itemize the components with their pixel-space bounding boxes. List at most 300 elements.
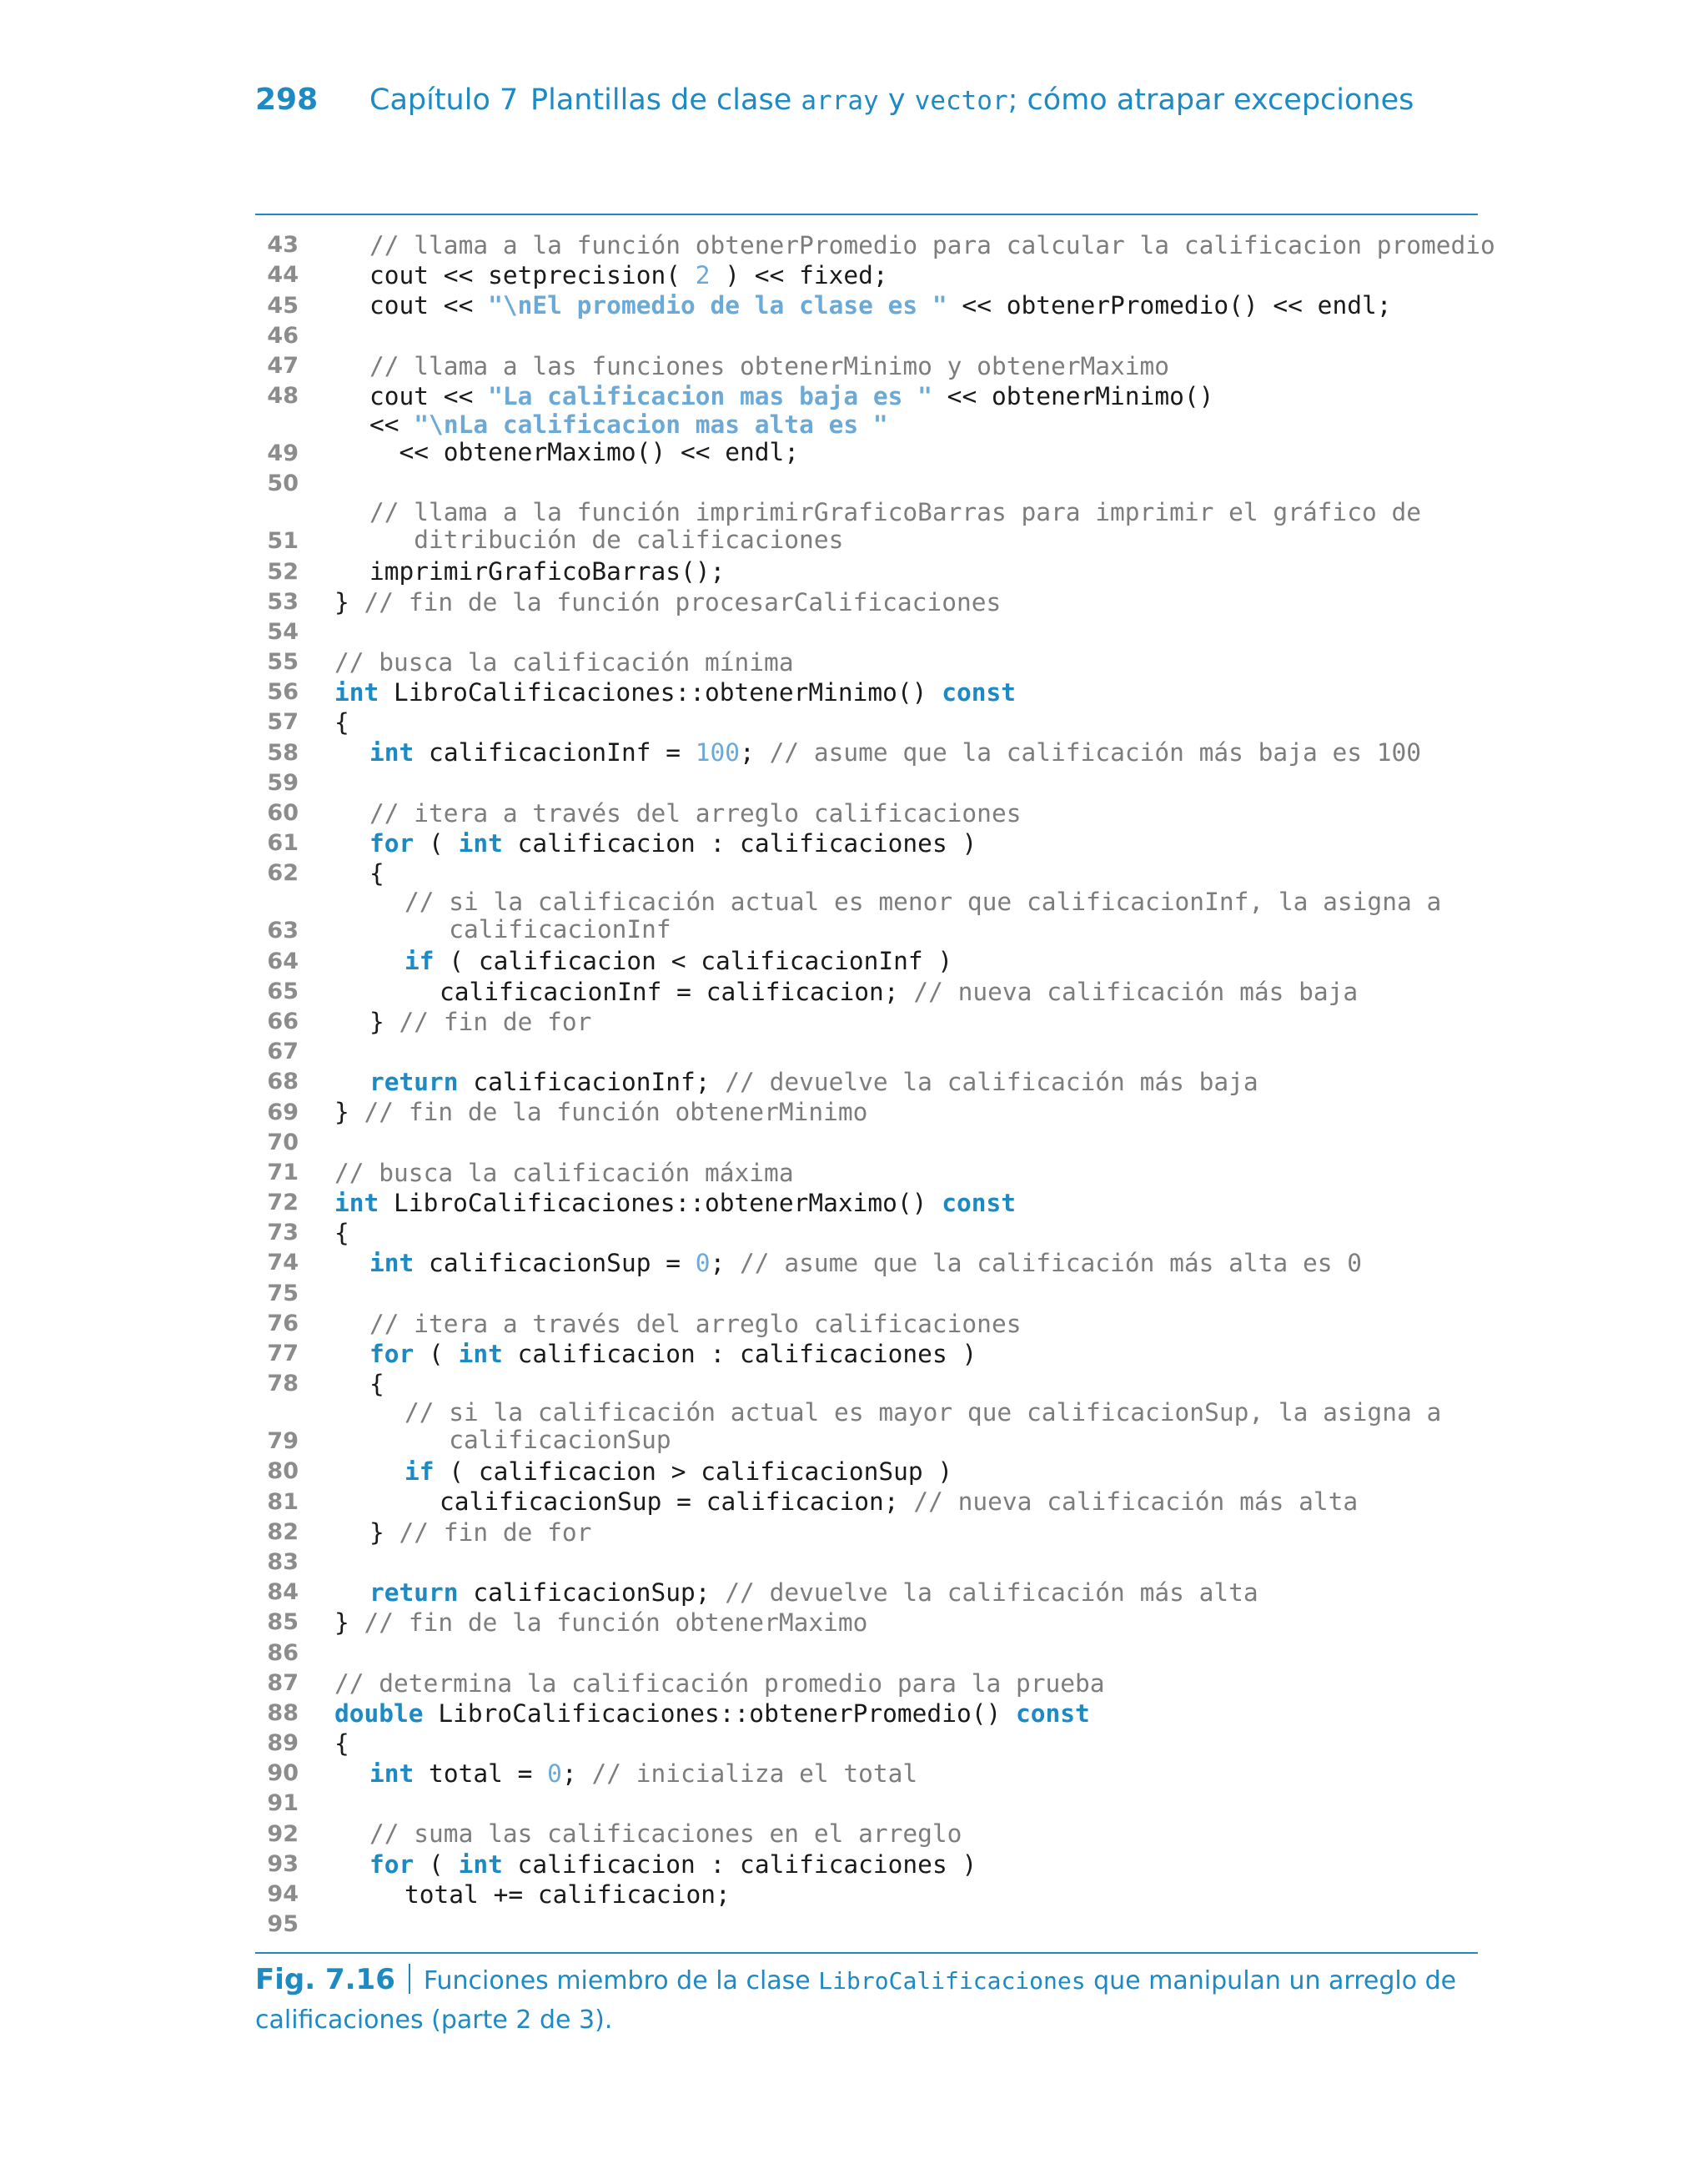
line-number: 71 [267,1159,299,1185]
code-line [255,1638,1478,1668]
code-text-line [334,1729,349,1759]
line-number: 74 [267,1250,299,1276]
line-number: 94 [267,1881,299,1907]
code-token-plain: } [334,1098,364,1127]
code-text-line [369,1759,917,1789]
code-token-comment: // llama a la función obtenerPromedio para calcular la calificacion promedio [369,231,1495,259]
code-text [334,707,349,737]
code-text-line [334,1668,1105,1698]
code-token-plain: { [334,708,349,737]
code-line [255,858,1478,888]
line-number: 91 [267,1790,299,1817]
code-line [255,1789,1478,1819]
code-token-comment: // fin de la función obtenerMinimo [364,1098,868,1127]
code-text [404,946,952,976]
code-token-plain: { [369,859,384,888]
code-line [255,1547,1478,1578]
code-listing [255,230,1495,1940]
code-token-plain: LibroCalificaciones::obtenerPromedio() [423,1698,1016,1728]
code-line [255,1578,1478,1608]
code-text [369,230,1495,260]
code-token-comment: // llama a la función imprimirGraficoBarras para imprimir el gráfico de [369,498,1421,527]
line-number: 87 [267,1669,299,1696]
code-token-plain: } [369,1007,399,1036]
code-token-comment: // si la calificación actual es mayor que calificacionSup, la asigna a [404,1398,1442,1427]
code-text [334,1097,867,1127]
line-number: 58 [267,739,299,766]
code-text-line [369,1819,962,1849]
code-text [404,1399,1441,1454]
code-token-kw: int [458,829,503,858]
code-line [255,1007,1478,1037]
code-text [369,499,1421,554]
code-text-line [334,1608,867,1638]
code-line [255,677,1478,707]
code-text [334,1608,867,1638]
code-text-line [369,798,1021,828]
code-text-line [334,707,349,737]
code-token-str: "\nEl promedio de la clase es " [488,291,947,320]
code-text [369,1309,1021,1339]
line-number: 48 [267,383,299,410]
line-number: 64 [267,948,299,974]
code-line [255,260,1478,290]
listing-top-rule [255,214,1478,215]
code-token-plain: << obtenerMaximo() << endl; [369,438,800,467]
code-token-kw: return [369,1068,459,1097]
code-token-kw: int [369,1759,414,1789]
line-number: 68 [267,1069,299,1095]
line-number: 59 [267,769,299,796]
code-token-kw: const [942,678,1017,707]
code-token-comment: calificacionSup [404,1426,671,1455]
code-token-kw: const [1016,1698,1090,1728]
code-text [334,1668,1105,1698]
code-line [255,230,1495,260]
code-token-str: "La calificacion mas baja es " [488,381,932,410]
code-token-plain: ; [561,1759,592,1789]
code-text [369,858,384,888]
line-number: 76 [267,1310,299,1336]
code-token-comment: // devuelve la calificación más alta [725,1578,1258,1607]
listing-bottom-rule [255,1952,1478,1954]
code-line [255,1849,1478,1880]
code-line [255,1399,1478,1457]
line-number: 66 [267,1008,299,1034]
code-line [255,1248,1478,1278]
code-text [369,260,888,290]
line-number: 45 [267,292,299,319]
code-text [334,1218,349,1248]
code-line [255,617,1478,647]
code-text [369,798,1021,828]
code-text-line [404,1399,1441,1427]
code-token-comment: ditribución de calificaciones [369,526,844,555]
code-line [255,1158,1478,1188]
code-text-line [369,499,1421,526]
chapter-title-text-1: Plantillas de clase [530,83,801,117]
code-text-line [369,411,888,439]
code-line [255,1067,1478,1097]
code-text-continuation [404,916,1441,944]
code-line [255,1698,1478,1729]
chapter-title-text-2: y [878,83,915,117]
line-number: 93 [267,1850,299,1877]
code-token-kw: for [369,1849,414,1879]
line-number: 52 [267,558,299,585]
code-token-plain: ( calificacion > calificacionSup ) [434,1457,953,1487]
code-text [369,1819,962,1849]
line-number: 65 [267,978,299,1004]
line-number: 70 [267,1129,299,1155]
code-line [255,499,1478,556]
code-text-line [404,888,1441,916]
code-token-kw: int [458,1849,503,1879]
code-token-plain: ( [414,829,459,858]
code-text-line [334,1218,349,1248]
code-token-kw: for [369,829,414,858]
code-token-plain: { [334,1729,349,1758]
code-token-plain: total = [414,1759,548,1789]
code-line [255,1759,1478,1789]
code-text-line [369,1007,591,1037]
code-line [255,828,1478,858]
code-token-comment: // devuelve la calificación más baja [725,1068,1258,1097]
code-line [255,1910,1478,1940]
code-line [255,768,1478,798]
code-token-plain: } [334,587,364,616]
line-number: 95 [267,1911,299,1938]
line-number: 85 [267,1609,299,1636]
line-number: 69 [267,1099,299,1125]
code-token-plain: } [334,1608,364,1638]
line-number: 81 [267,1488,299,1515]
code-token-comment: // fin de for [399,1007,592,1036]
code-token-comment: // llama a las funciones obtenerMinimo y obtenerMaximo [369,351,1170,380]
code-token-plain: << obtenerMinimo() [932,381,1214,410]
code-text [369,1849,977,1880]
code-text-continuation [369,526,1421,554]
code-text-line [369,1248,1362,1278]
caption-text-after: que manipulan un arreglo de calificaciones (parte 2 de 3). [255,1966,1457,2035]
code-token-plain: ( [414,1339,459,1368]
code-token-plain: << [369,410,414,440]
line-number: 88 [267,1699,299,1726]
code-text-line [334,647,794,677]
code-text-line [369,1067,1258,1097]
code-token-str: "\nLa calificacion mas alta es " [414,410,888,440]
line-number: 89 [267,1730,299,1757]
code-text [369,1248,1362,1278]
code-line [255,1668,1478,1698]
code-token-comment: // si la calificación actual es menor que calificacionInf, la asigna a [404,888,1442,917]
code-text [369,1067,1258,1097]
code-text-line [369,828,977,858]
code-token-comment: calificacionInf [404,915,671,944]
code-token-kw: for [369,1339,414,1368]
code-token-comment: // suma las calificaciones en el arreglo [369,1819,962,1849]
code-line [255,707,1478,737]
code-text-line [334,587,1001,617]
line-number: 62 [267,860,299,887]
line-number: 46 [267,322,299,349]
line-number: 77 [267,1341,299,1366]
code-token-plain: calificacion : calificaciones ) [502,829,977,858]
code-token-plain: cout << setprecision( [369,261,696,290]
code-line [255,1880,1478,1910]
code-token-comment: // itera a través del arreglo calificaciones [369,798,1022,828]
code-token-num: 100 [695,738,741,767]
code-text [369,1369,384,1399]
code-token-comment: // inicializa el total [591,1759,918,1789]
code-text-line [334,1097,867,1127]
line-number: 54 [267,618,299,645]
code-token-plain: calificacionSup = calificacion; [440,1487,914,1517]
figure-label: Fig. 7.16 [255,1963,395,1996]
code-text-line [440,977,1358,1007]
code-text-line [404,1457,952,1487]
line-number: 56 [267,679,299,706]
code-text-line [369,1517,591,1547]
code-token-kw: int [369,1249,414,1278]
code-text-line [334,1698,1090,1729]
code-text-continuation [404,1427,1441,1454]
code-text-line [404,946,952,976]
line-number: 51 [267,528,299,555]
code-token-kw: int [369,738,414,767]
code-text [369,1007,591,1037]
code-line [255,290,1478,320]
code-token-plain: calificacion : calificaciones ) [502,1339,977,1368]
chapter-title-code-array: array [801,86,879,116]
code-text [334,677,1016,707]
code-token-plain: calificacionSup; [458,1578,726,1607]
code-token-plain: imprimirGraficoBarras(); [369,557,726,586]
code-token-plain: ( calificacion < calificacionInf ) [434,947,953,976]
code-token-comment: // determina la calificación promedio para la prueba [334,1668,1105,1698]
caption-class-name: LibroCalificaciones [818,1967,1086,1995]
code-token-plain: << obtenerPromedio() << endl; [947,291,1392,320]
code-line [255,1218,1478,1248]
code-text [334,1158,794,1188]
line-number: 78 [267,1371,299,1397]
code-line [255,351,1478,381]
code-token-plain: calificacionInf; [458,1068,726,1097]
chapter-title [530,80,1414,121]
figure-caption [255,1960,1478,2040]
code-line [255,737,1478,767]
code-text-continuation [369,439,888,466]
code-token-plain: { [334,1219,349,1248]
code-token-plain: calificacionInf = [414,738,696,767]
code-token-num: 0 [695,1249,711,1278]
code-text-line [369,260,888,290]
code-token-comment: // fin de for [399,1517,592,1547]
code-token-kw: int [458,1339,503,1368]
line-number: 72 [267,1190,299,1216]
code-line [255,1278,1478,1308]
code-token-num: 0 [547,1759,562,1789]
code-text [369,411,888,466]
code-line [255,977,1478,1007]
code-token-num: 2 [695,261,711,290]
line-number: 47 [267,352,299,379]
code-text [369,381,1213,411]
code-token-plain: calificacionSup = [414,1249,696,1278]
code-text [404,1880,731,1910]
line-number: 55 [267,649,299,676]
code-line [255,888,1478,946]
code-token-kw: int [334,1188,379,1217]
code-text-line [369,290,1392,320]
code-text [369,1517,591,1547]
line-number: 67 [267,1039,299,1065]
code-text-line [334,1188,1016,1218]
code-token-plain: calificacion : calificaciones ) [502,1849,977,1879]
code-token-comment: // busca la calificación máxima [334,1158,794,1187]
code-text [334,1188,1016,1218]
code-token-kw: const [942,1188,1017,1217]
code-text-line [369,1369,384,1399]
code-token-comment: // itera a través del arreglo calificaciones [369,1309,1022,1338]
line-number: 75 [267,1280,299,1306]
code-line [255,469,1478,499]
line-number: 73 [267,1220,299,1246]
code-line [255,1729,1478,1759]
code-line [255,1487,1478,1517]
code-token-plain: total += calificacion; [404,1880,731,1909]
code-token-comment: // fin de la función obtenerMaximo [364,1608,868,1638]
line-number: 43 [267,232,299,259]
code-token-comment: // nueva calificación más baja [913,977,1359,1006]
code-token-plain: calificacionInf = calificacion; [440,977,914,1006]
code-token-plain: cout << [369,381,489,410]
code-line [255,587,1478,617]
code-text [334,587,1001,617]
code-line [255,411,1478,469]
code-token-kw: double [334,1698,424,1728]
code-token-kw: return [369,1578,459,1607]
code-text-line [369,858,384,888]
code-token-comment: // asume que la calificación más baja es 100 [769,738,1422,767]
code-line [255,1097,1478,1127]
code-text-line [369,1849,977,1880]
line-number: 57 [267,709,299,736]
code-line [255,1819,1478,1849]
code-text-line [404,1880,731,1910]
code-line [255,381,1478,411]
code-token-plain: ; [710,1249,741,1278]
code-line [255,321,1478,351]
caption-divider [409,1964,410,1994]
code-text [369,556,725,586]
code-text [369,1339,977,1369]
code-text-line [369,1578,1258,1608]
line-number: 92 [267,1820,299,1847]
line-number: 44 [267,262,299,289]
line-number: 53 [267,588,299,615]
code-text-line [369,1339,977,1369]
code-text [404,1457,952,1487]
code-text [334,1698,1090,1729]
code-line [255,1339,1478,1369]
code-text [440,1487,1358,1517]
code-token-plain: LibroCalificaciones::obtenerMinimo() [379,678,942,707]
code-token-plain: ) << fixed; [710,261,888,290]
code-token-plain: ( [414,1849,459,1879]
code-text-line [369,351,1169,381]
code-token-comment: // asume que la calificación más alta es 0 [740,1249,1362,1278]
code-token-plain: { [369,1370,384,1398]
code-text [404,888,1441,944]
code-text-line [369,381,1213,411]
code-token-comment: // nueva calificación más alta [913,1487,1359,1517]
chapter-title-text-3: ; cómo atrapar excepciones [1007,83,1414,117]
code-text [369,828,977,858]
code-text [440,977,1358,1007]
code-text-line [440,1487,1358,1517]
code-line [255,556,1478,586]
line-number: 79 [267,1428,299,1455]
code-text [369,1578,1258,1608]
code-text-line [369,230,1495,260]
code-text-line [334,1158,794,1188]
line-number: 82 [267,1518,299,1545]
code-text [369,351,1169,381]
line-number: 49 [267,440,299,467]
code-text-line [334,677,1016,707]
chapter-title-code-vector: vector [914,86,1008,116]
line-number: 90 [267,1760,299,1787]
code-line [255,1608,1478,1638]
code-line [255,946,1478,976]
line-number: 50 [267,471,299,497]
code-token-kw: if [404,1457,435,1487]
line-number: 61 [267,830,299,857]
code-text [369,737,1421,767]
code-text [334,1729,349,1759]
code-token-comment: // busca la calificación mínima [334,647,794,677]
code-token-plain: } [369,1517,399,1547]
code-line [255,1037,1478,1067]
caption-text-before: Funciones miembro de la clase [423,1966,819,1995]
code-line [255,1309,1478,1339]
code-line [255,1457,1478,1487]
line-number: 60 [267,800,299,826]
code-text [334,647,794,677]
code-line [255,798,1478,828]
code-line [255,1188,1478,1218]
page-number: 298 [255,83,319,117]
code-token-plain: ; [740,738,770,767]
code-token-kw: if [404,947,435,976]
code-text-line [369,556,725,586]
chapter-label: Capítulo 7 [369,83,519,117]
code-text [369,1759,917,1789]
line-number: 86 [267,1639,299,1666]
code-token-plain: cout << [369,291,489,320]
code-line [255,1128,1478,1158]
code-line [255,1369,1478,1399]
line-number: 63 [267,918,299,944]
code-line [255,1517,1478,1547]
code-token-plain: LibroCalificaciones::obtenerMaximo() [379,1188,942,1217]
line-number: 80 [267,1458,299,1485]
code-line [255,647,1478,677]
line-number: 84 [267,1579,299,1606]
line-number: 83 [267,1548,299,1575]
code-text-line [369,737,1421,767]
